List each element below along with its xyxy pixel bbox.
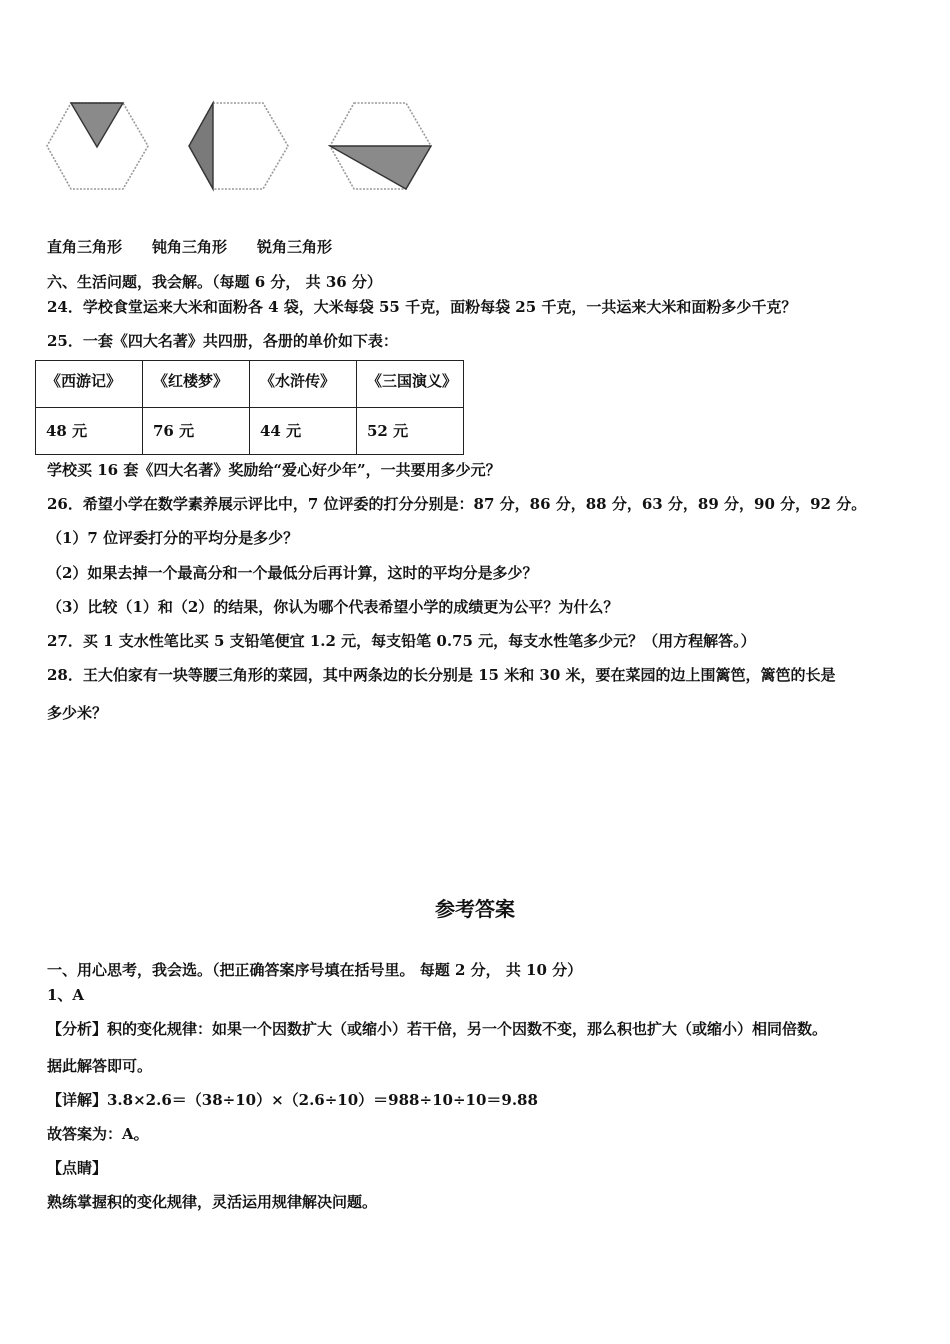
answer-title: 参考答案 — [435, 897, 515, 921]
table-header-row — [36, 361, 464, 408]
table-cell: 48 元 — [36, 408, 143, 455]
answer-1-detail: 【详解】3.8×2.6＝（38÷10）×（2.6÷10）＝988÷10÷10＝9.88 — [47, 1091, 538, 1109]
table-cell: 44 元 — [250, 408, 357, 455]
table-cell: 《三国演义》 — [357, 361, 464, 408]
question-28-line1: 28．王大伯家有一块等腰三角形的菜园，其中两条边的长分别是 15 米和 30 米，要在菜园的边上围篱笆，篱笆的长是 — [47, 666, 836, 684]
table-row — [36, 408, 464, 455]
table-cell: 《红楼梦》 — [143, 361, 250, 408]
question-26-part3: （3）比较（1）和（2）的结果，你认为哪个代表希望小学的成绩更为公平？为什么？ — [47, 598, 619, 616]
shape-labels: 直角三角形 钝角三角形 锐角三角形 — [47, 238, 333, 256]
answer-1-label: 1、A — [47, 986, 85, 1004]
question-25: 25．一套《四大名著》共四册，各册的单价如下表： — [47, 332, 398, 350]
answer-1-analysis-cont: 据此解答即可。 — [47, 1057, 153, 1075]
question-25-ask: 学校买 16 套《四大名著》奖励给“爱心好少年”，一共要用多少元？ — [47, 461, 501, 479]
question-24: 24．学校食堂运来大米和面粉各 4 袋，大米每袋 55 千克，面粉每袋 25 千克，一共运来大米和面粉多少千克？ — [47, 298, 797, 316]
book-price-table — [35, 360, 464, 455]
hexagon-figures — [40, 95, 460, 205]
answer-1-analysis: 【分析】积的变化规律：如果一个因数扩大（或缩小）若干倍，另一个因数不变，那么积也扩大（或缩小）相同倍数。 — [47, 1020, 828, 1038]
table-cell: 《西游记》 — [36, 361, 143, 408]
hexagon-acute-triangle-figure — [328, 95, 433, 195]
table-cell: 《水浒传》 — [250, 361, 357, 408]
question-26-part1: （1）7 位评委打分的平均分是多少？ — [47, 529, 299, 547]
table-cell: 76 元 — [143, 408, 250, 455]
hexagon-right-triangle-figure — [45, 95, 150, 195]
answer-1-tip-label: 【点睛】 — [47, 1159, 108, 1177]
answer-1-tip: 熟练掌握积的变化规律，灵活运用规律解决问题。 — [47, 1193, 378, 1211]
table-cell: 52 元 — [357, 408, 464, 455]
question-27: 27．买 1 支水性笔比买 5 支铅笔便宜 1.2 元，每支铅笔 0.75 元，每支水性笔多少元？（用方程解答。） — [47, 632, 756, 650]
hexagon-obtuse-triangle-figure — [185, 95, 290, 195]
answer-section1-heading: 一、用心思考，我会选。（把正确答案序号填在括号里。 每题 2 分， 共 10 分） — [47, 961, 583, 979]
question-26: 26．希望小学在数学素养展示评比中，7 位评委的打分分别是：87 分，86 分，88 分，63 分，89 分，90 分，92 分。 — [47, 495, 867, 513]
question-28-line2: 多少米？ — [47, 704, 108, 722]
answer-1-conclusion: 故答案为：A。 — [47, 1125, 149, 1143]
section6-heading: 六、生活问题，我会解。（每题 6 分， 共 36 分） — [47, 273, 382, 291]
question-26-part2: （2）如果去掉一个最高分和一个最低分后再计算，这时的平均分是多少？ — [47, 564, 538, 582]
